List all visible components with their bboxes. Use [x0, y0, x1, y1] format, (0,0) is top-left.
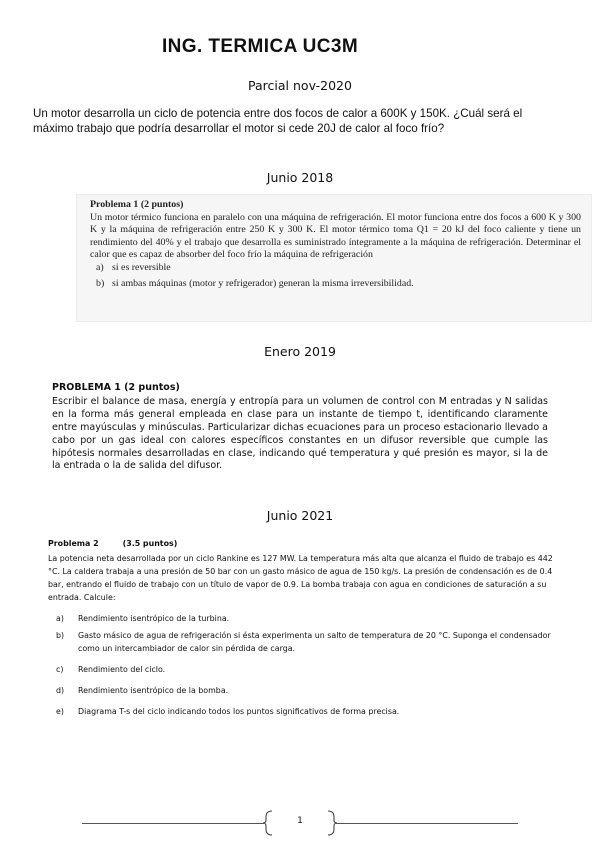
section-heading-junio-2018: Junio 2018	[266, 170, 334, 185]
problem-junio-2021	[48, 538, 553, 719]
list-item	[48, 664, 553, 677]
problem-enero-2019	[52, 382, 548, 473]
list-item	[96, 278, 581, 291]
item-text: Rendimiento isentrópico de la bomba.	[78, 686, 229, 696]
problem-title	[48, 538, 553, 551]
page-number: 1	[297, 816, 303, 826]
item-text: Diagrama T-s del ciclo indicando todos los puntos significativos de forma precisa.	[78, 707, 400, 717]
problem-statement: Escribir el balance de masa, energía y entropía para un volumen de control con M entradas y N salidas en la forma más general empleada en clase para un instante de tiempo t, identificando claramente entre mayúsculas y minúsculas. Particularizar dichas ecuaciones para un proceso estacionario llevado a cabo por un gas ideal con calores específicos constantes en un difusor reversible que cumple las hipótesis normales desarrolladas en clase, indicando qué temperatura y qué presión es mayor, si la de la entrada o la de salida del difusor.	[52, 395, 548, 472]
problem-number: Problema 2	[48, 539, 99, 548]
list-item	[96, 262, 581, 275]
scanned-problem-junio-2018	[76, 194, 592, 322]
list-item	[48, 706, 553, 719]
problem-statement: Un motor térmico funciona en paralelo con una máquina de refrigeración. El motor funciona entre dos focos a 600 K y 300 K y la máquina de refrigeración entre 250 K y 300 K. El motor térmico toma Q1 = 20 kJ del foco caliente y tiene un rendimiento del 40% y el trabajo que desarrolla es suministrado íntegramente a la máquina de refrigeración. Determinar el calor que es capaz de absorber del foco frío la máquina de refrigeración	[90, 211, 581, 261]
problem-points: (3.5 puntos)	[122, 539, 178, 548]
item-letter: b)	[96, 277, 105, 289]
footer-rule-right	[336, 823, 518, 824]
list-item	[48, 613, 553, 626]
item-text: Rendimiento isentrópico de la turbina.	[78, 613, 230, 623]
document-title: ING. TERMICA UC3M	[162, 36, 359, 57]
list-item	[48, 685, 553, 698]
problem-statement: La potencia neta desarrollada por un ciclo Rankine es 127 MW. La temperatura más alta que alcanza el fluido de trabajo es 442 °C. La caldera trabaja a una presión de 50 bar con un gasto másico de agua de 150 kg/s. La presión de condensación es de 0.4 bar, entrando el fluido de trabajo con un título de vapor de 0.9. La bomba trabaja con agua en condiciones de saturación a su entrada. Calcule:	[48, 553, 553, 602]
section-heading-enero-2019: Enero 2019	[264, 344, 336, 359]
section-heading-nov-2020: Parcial nov-2020	[248, 78, 352, 93]
item-text: Rendimiento del ciclo.	[78, 665, 166, 675]
item-letter: a)	[96, 261, 104, 273]
item-letter: e)	[56, 707, 64, 717]
item-letter: a)	[56, 613, 64, 623]
section-heading-junio-2021: Junio 2021	[266, 508, 334, 523]
item-letter: d)	[56, 686, 65, 696]
item-text: si es reversible	[112, 261, 171, 273]
list-item	[48, 630, 553, 656]
footer-rule-left	[82, 823, 264, 824]
question-nov-2020: Un motor desarrolla un ciclo de potencia entre dos focos de calor a 600K y 150K. ¿Cuál será el máximo trabajo que podría desarrollar el motor si cede 20J de calor al foco frío?	[33, 107, 523, 135]
item-letter: c)	[56, 665, 64, 675]
item-text: Gasto másico de agua de refrigeración si ésta experimenta un salto de temperatura de 20 °C. Suponga el condensador como un intercambiador de calor sin pérdida de carga.	[78, 631, 551, 654]
problem-title: PROBLEMA 1 (2 puntos)	[52, 382, 180, 393]
item-text: si ambas máquinas (motor y refrigerador) generan la misma irreversibilidad.	[112, 277, 414, 289]
item-letter: b)	[56, 631, 65, 641]
problem-title: Problema 1 (2 puntos)	[90, 199, 184, 210]
